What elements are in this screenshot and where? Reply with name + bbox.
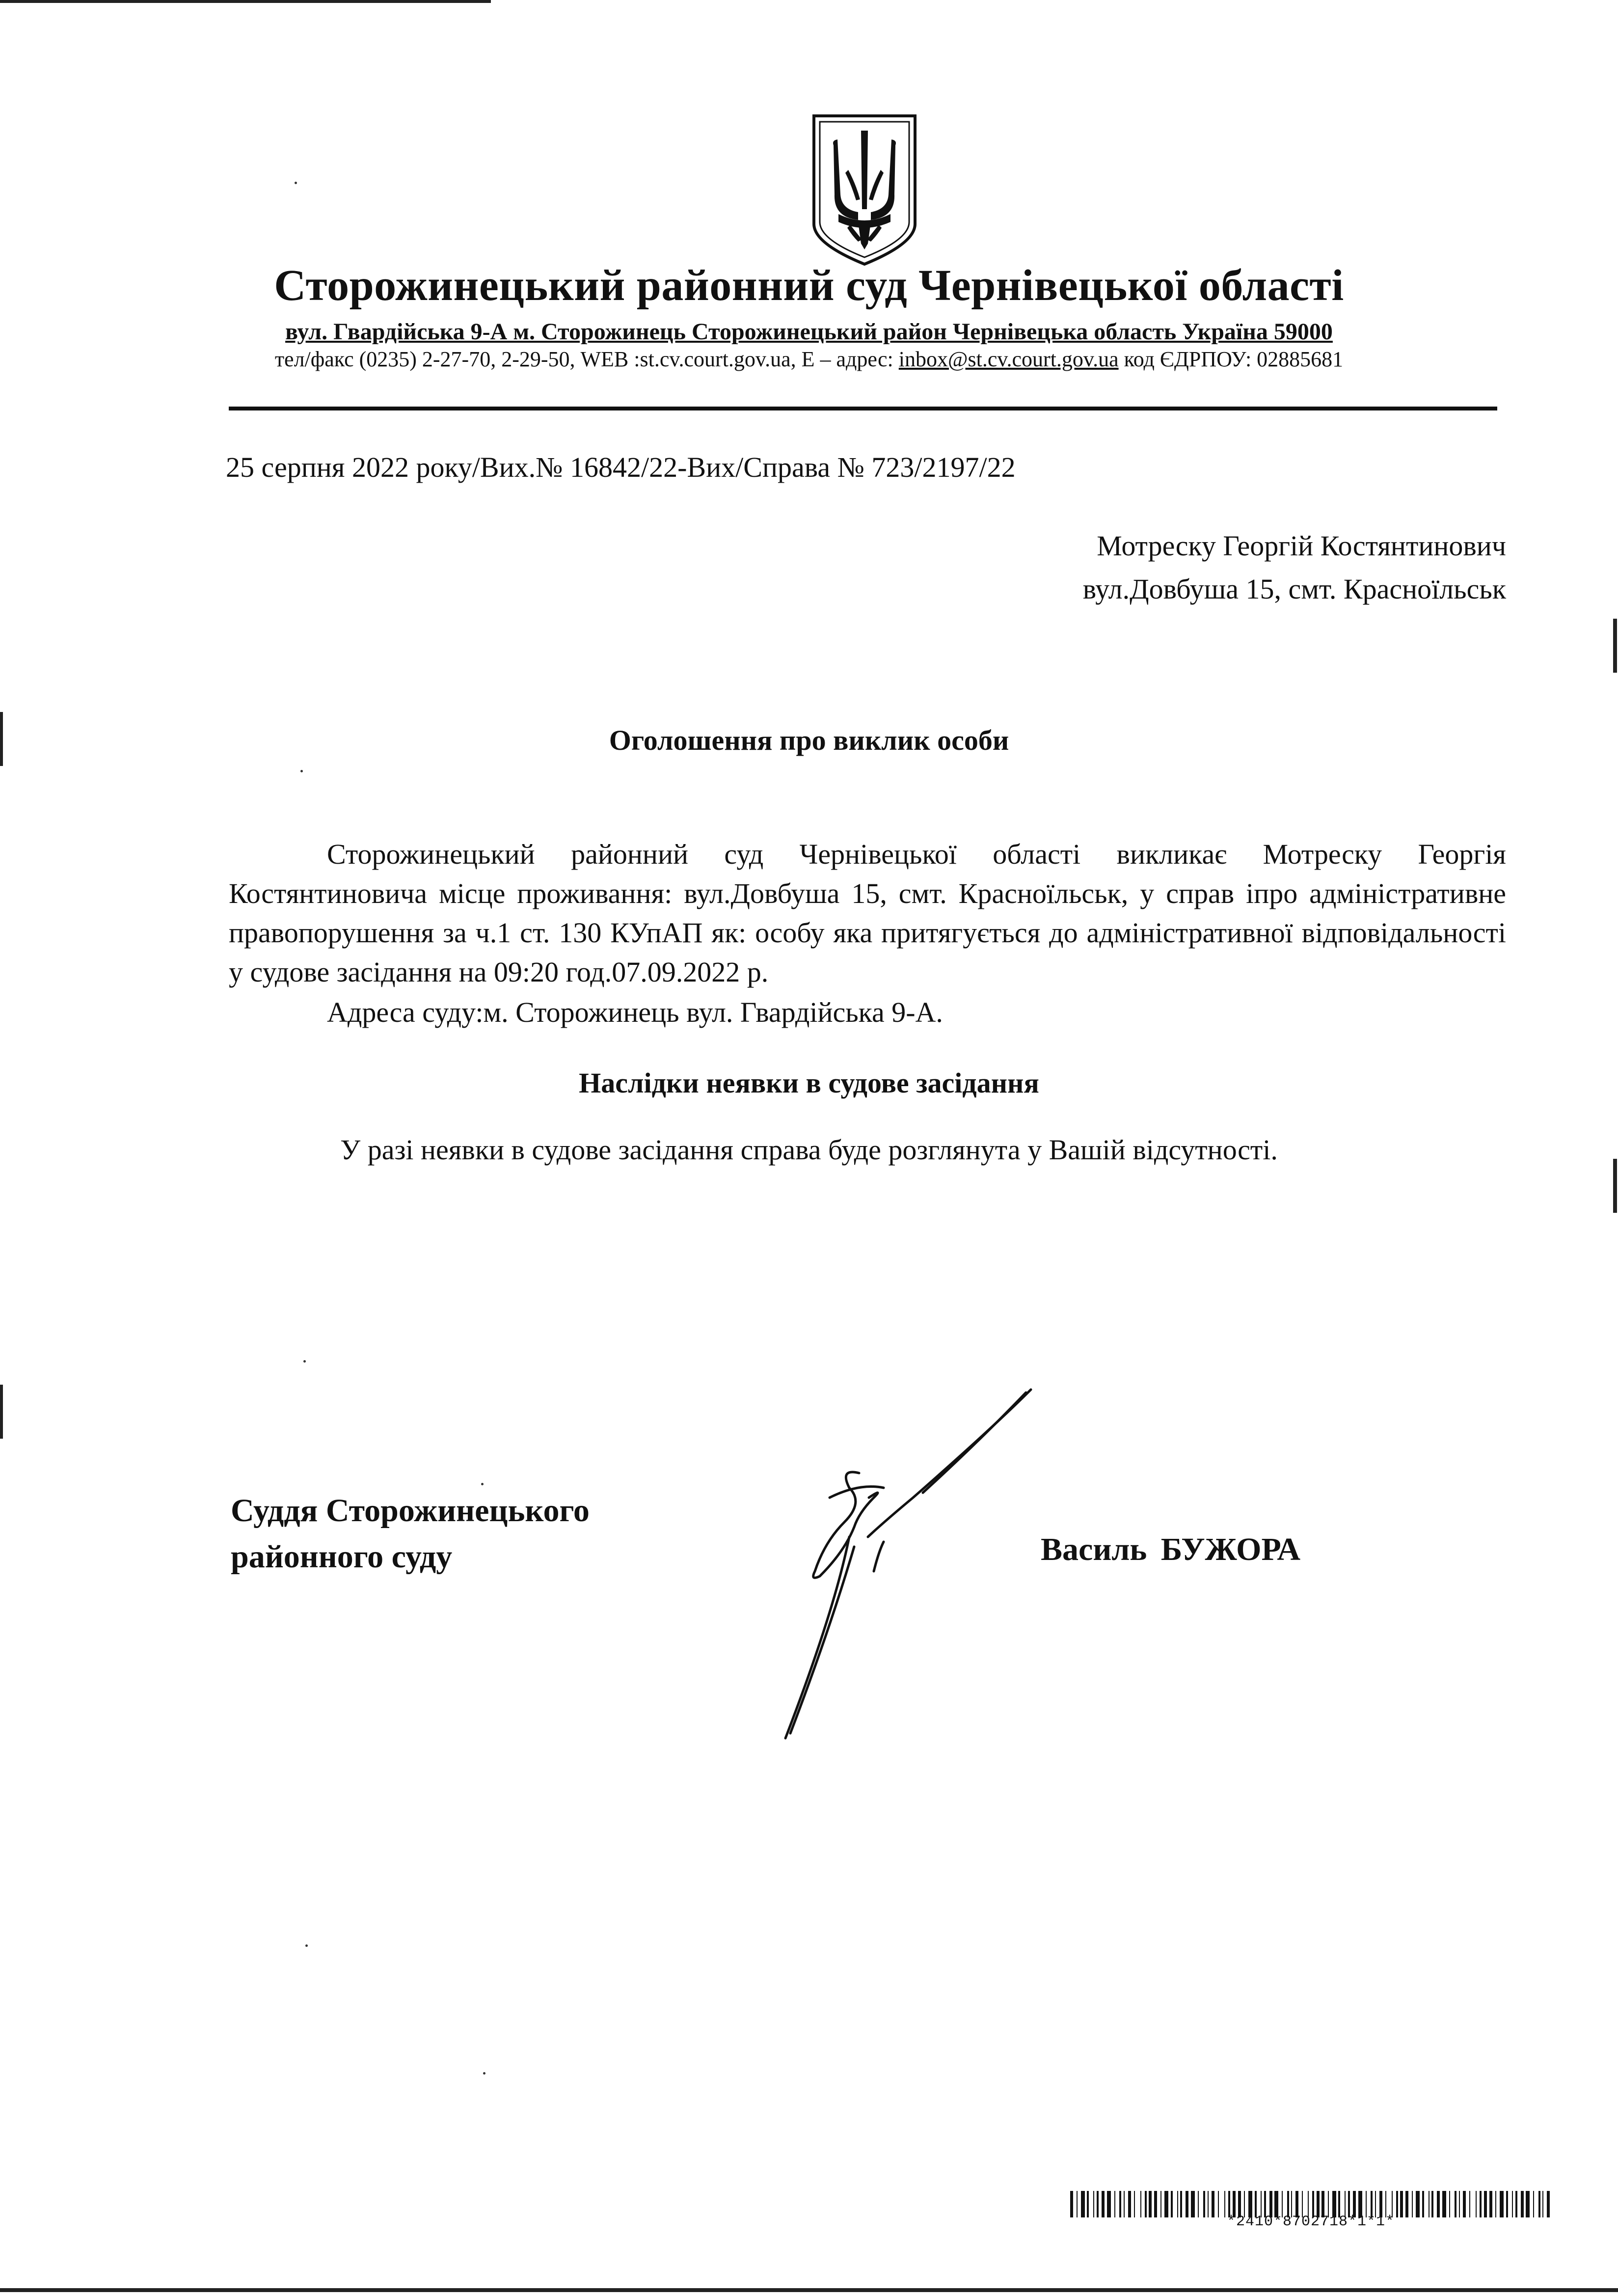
scan-speck <box>295 182 297 184</box>
recipient-block <box>933 524 1506 611</box>
scan-edge-mark <box>1613 1159 1617 1213</box>
court-contacts-line <box>0 347 1618 372</box>
scan-speck <box>483 2072 485 2075</box>
notice-heading: Оголошення про виклик особи <box>609 724 1009 756</box>
recipient-name: Мотреску Георгій Костянтинович <box>1097 530 1506 562</box>
judge-name: Василь БУЖОРА <box>1041 1531 1301 1567</box>
scan-edge-bottom <box>0 2288 1618 2292</box>
judge-position-line2: районного суду <box>231 1539 453 1575</box>
consequences-text: У разі неявки в судове засідання справа буде розглянута у Вашій відсутності. <box>340 1134 1278 1166</box>
court-email-link[interactable]: inbox@st.cv.court.gov.ua <box>898 347 1119 371</box>
court-address-line: вул. Гвардійська 9-А м. Сторожинець Сторожинецький район Чернівецька область Україна 59000 <box>285 319 1333 345</box>
trident-coat-of-arms-icon <box>809 111 920 268</box>
recipient-address: вул.Довбуша 15, смт. Красноїльськ <box>1082 573 1506 605</box>
scan-speck <box>481 1483 484 1485</box>
scan-speck <box>305 1944 308 1947</box>
consequences-heading: Наслідки неявки в судове засідання <box>579 1067 1039 1099</box>
judge-position-line1: Суддя Сторожинецького <box>231 1493 590 1529</box>
notice-body: Сторожинецький районний суд Чернівецької області викликає Мотреску Георгія Костянтиновича місце проживання: вул.Довбуша 15, смт. Красноїльськ, у справ іпро адміністративне правопорушення за ч.1 ст. 130 КУпАП як: особу яка притягується до адміністративної відповідальності у судове засідання на 09:20 год.07.09.2022 р. <box>229 838 1506 988</box>
scan-edge-mark <box>1613 619 1617 673</box>
letterhead-divider <box>229 407 1497 410</box>
court-address-note: Адреса суду:м. Сторожинець вул. Гвардійська 9-А. <box>327 996 943 1028</box>
scan-speck <box>300 770 303 772</box>
contacts-prefix: тел/факс (0235) 2-27-70, 2-29-50, WEB :st.cv.court.gov.ua, Е – адрес: <box>274 347 899 371</box>
scan-edge-top <box>0 0 491 3</box>
barcode-text: *2410*8702718*1*1* <box>1226 2214 1395 2230</box>
scan-speck <box>303 1360 306 1363</box>
contacts-suffix: код ЄДРПОУ: 02885681 <box>1118 347 1344 371</box>
scan-edge-mark <box>0 1385 3 1439</box>
outgoing-reference: 25 серпня 2022 року/Вих.№ 16842/22-Вих/Справа № 723/2197/22 <box>226 451 1016 483</box>
handwritten-signature-icon <box>736 1375 1080 1753</box>
judge-position <box>231 1488 590 1580</box>
court-name-title: Сторожинецький районний суд Чернівецької області <box>274 261 1344 310</box>
